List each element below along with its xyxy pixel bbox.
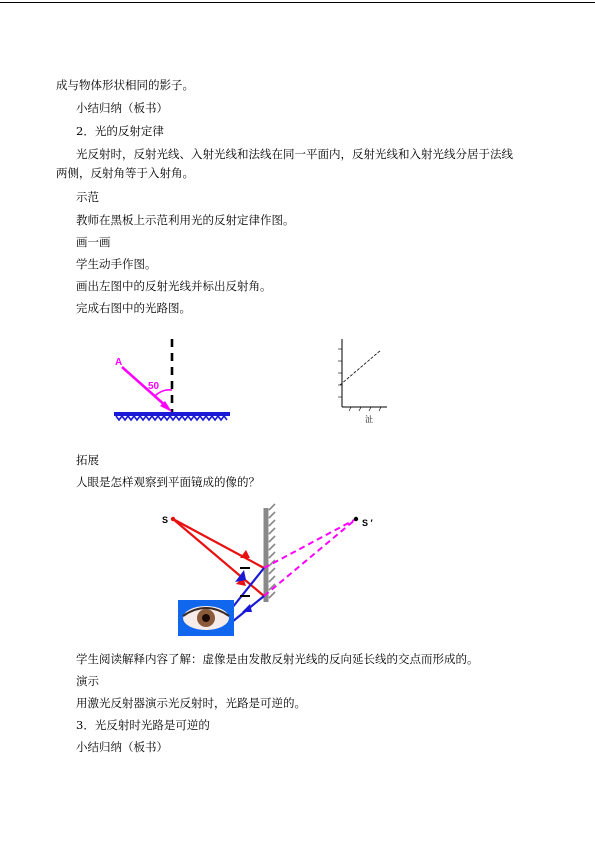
mirror-hatching <box>116 416 227 420</box>
incident-ray-1 <box>173 519 264 568</box>
text-line-1: 成与物体形状相同的影子。 <box>56 78 194 92</box>
text-line-student: 学生动手作图。 <box>76 257 157 271</box>
text-line-demo: 教师在黑板上示范利用光的反射定律作图。 <box>76 213 295 227</box>
text-line-law-cont: 两侧，反射角等于入射角。 <box>56 166 194 180</box>
extend-heading: 拓展 <box>76 453 99 467</box>
summary-heading-2: 小结归纳（板书） <box>76 740 168 754</box>
text-line-explain: 学生阅读解释内容了解：虚像是由发散反射光线的反向延长线的交点而形成的。 <box>76 652 479 666</box>
tick <box>349 407 351 411</box>
virtual-ray-2 <box>264 519 356 596</box>
text-line-law: 光反射时，反射光线、入射光线和法线在同一平面内，反射光线和入射光线分居于法线 <box>76 147 513 161</box>
image-label: S ′ <box>362 518 373 528</box>
text-line-laser: 用激光反射器演示光反射时，光路是可逆的。 <box>76 696 306 710</box>
ray-line <box>340 350 381 385</box>
reflection-figure-right <box>335 337 395 429</box>
header-rule <box>0 2 595 3</box>
image-point <box>354 517 358 521</box>
virtual-ray-1 <box>264 519 356 568</box>
axis-label: 沚 <box>365 415 373 424</box>
demo-heading: 示范 <box>76 190 99 204</box>
tick <box>379 407 381 411</box>
source-label: S <box>162 515 169 525</box>
ray-label: A <box>115 357 123 368</box>
tick <box>369 407 371 411</box>
text-line-draw-left: 画出左图中的反射光线并标出反射角。 <box>76 279 272 293</box>
mirror-hatching <box>269 504 275 598</box>
summary-heading-1: 小结归纳（板书） <box>76 101 168 115</box>
reflection-figure-left <box>108 333 238 423</box>
draw-heading: 画一画 <box>76 235 111 249</box>
incident-ray <box>122 367 167 407</box>
reflected-arrowhead-2 <box>242 604 252 612</box>
eye-pupil <box>202 614 210 622</box>
angle-label: 50 <box>148 381 160 392</box>
section-heading-3: 3．光反射时光路是可逆的 <box>76 718 210 732</box>
section-heading-2: 2．光的反射定律 <box>76 124 164 138</box>
incident-arrowhead-1 <box>240 550 250 558</box>
text-line-question: 人眼是怎样观察到平面镜成的像的？ <box>76 475 260 489</box>
text-line-draw-right: 完成右图中的光路图。 <box>76 301 191 315</box>
mirror-image-figure <box>160 500 390 640</box>
mirror-surface <box>114 412 230 416</box>
tick <box>359 407 361 411</box>
demonstrate-heading: 演示 <box>76 674 99 688</box>
